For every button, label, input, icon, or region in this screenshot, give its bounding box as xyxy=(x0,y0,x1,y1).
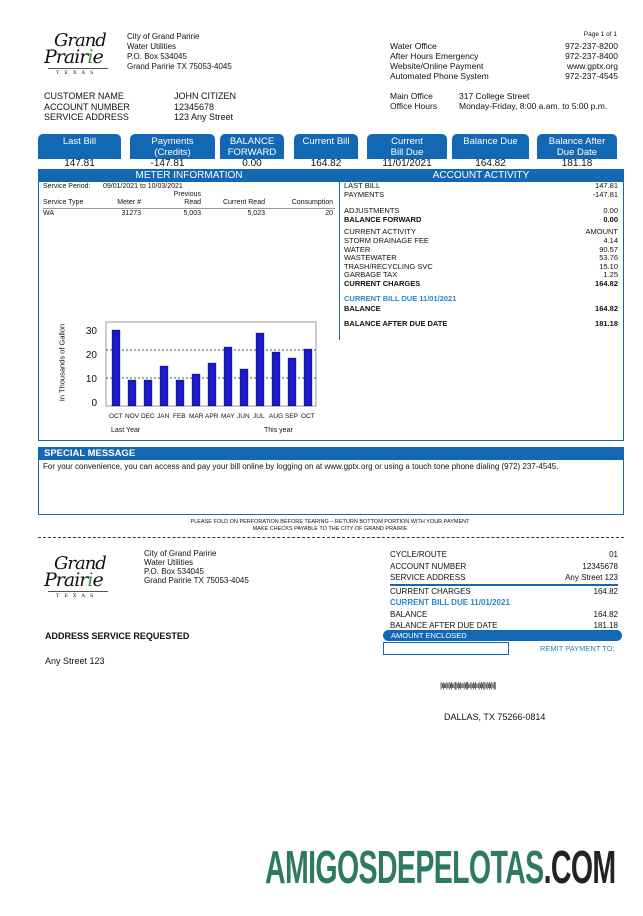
tab-current-bill-due: Current Bill Due xyxy=(367,134,447,159)
meter-title: METER INFORMATION xyxy=(135,170,243,181)
fold-instructions: PLEASE FOLD ON PERFORATION BEFORE TEARING – RETURN BOTTOM PORTION WITH YOUR PAYMENT MAKE CHECKS PAYABLE TO THE CITY OF GRAND PRAIRIE xyxy=(190,519,470,532)
remit-city: DALLAS, TX 75266-0814 xyxy=(444,712,546,722)
bar-chart xyxy=(104,320,319,412)
page-indicator: Page 1 of 1 xyxy=(583,31,617,38)
value-balance-forward: 0.00 xyxy=(242,158,262,169)
tab-balance-forward: BALANCE FORWARD xyxy=(220,134,284,159)
stub-utility-address: City of Grand Paririe Water Utilities P.O. Box 534045 Grand Paririe TX 75053-4045 xyxy=(144,549,249,585)
grand-prairie-logo: Grand Prairie TEXAS xyxy=(42,30,112,82)
special-message-panel: SPECIAL MESSAGE For your convenience, you can access and pay your bill online by logging on at www.gptx.org or using a touch tone phone dialing (972) 237-4545. xyxy=(38,447,624,515)
customer-address: Any Street 123 xyxy=(45,656,105,666)
office-info: Main Office 317 College Street Office Hours Monday-Friday, 8:00 a.am. to 5:00 p.m. xyxy=(390,91,608,111)
meter-activity-panel xyxy=(38,169,624,441)
remittance-summary: CYCLE/ROUTE 01 ACCOUNT NUMBER 12345678 SERVICE ADDRESS Any Street 123 CURRENT CHARGES 164.82 CURRENT BILL DUE 11/01/2021 BALANCE 164.82 BALANCE AFTER DUE DATE 181.18 xyxy=(390,550,618,630)
watermark: AMIGOSDEPELOTAS.COM xyxy=(265,841,616,893)
tab-payments: Payments (Credits) xyxy=(130,134,215,159)
meter-table: Service Period: 09/01/2021 to 10/03/2021 Service Type Meter # Previous Read Current Read Consumption WA 31273 5,003 5,023 20 xyxy=(43,183,333,217)
tab-last-bill: Last Bill xyxy=(38,134,121,159)
remit-payment-label: REMIT PAYMENT TO: xyxy=(540,644,615,653)
value-current-bill: 164.82 xyxy=(310,158,342,169)
activity-title: ACCOUNT ACTIVITY xyxy=(432,170,530,181)
value-current-bill-due: 11/01/2021 xyxy=(382,158,432,169)
tab-current-bill: Current Bill xyxy=(294,134,358,159)
customer-info: CUSTOMER NAME JOHN CITIZEN ACCOUNT NUMBER 12345678 SERVICE ADDRESS 123 Any Street xyxy=(44,91,236,122)
grand-prairie-logo-stub: Grand Prairie TEXAS xyxy=(42,553,112,605)
account-activity: LAST BILL 147.81 PAYMENTS -147.81 ADJUSTMENTS 0.00 BALANCE FORWARD 0.00 CURRENT ACTIVITY AMOUNT STORM DRAINAGE FEE 4.14 WATER 90.57 WASTEWATER 53.76 TRASH/RECYCLING SVC 15.10 GARBAGE TAX 1.25 CURRENT CHARGES 164.82 CURRENT BILL DUE 11/01/2021 BALANCE 164.82 BALANCE AFTER DUE DATE 181.18 xyxy=(344,181,618,328)
amount-enclosed-input[interactable] xyxy=(383,642,509,655)
value-payments: -147.81 xyxy=(150,158,185,169)
tab-balance-after: Balance After Due Date xyxy=(537,134,617,159)
utility-address: City of Grand Paririe Water Utilities P.O. Box 534045 Grand Paririe TX 75053-4045 xyxy=(127,32,232,71)
address-service-requested: ADDRESS SERVICE REQUESTED xyxy=(45,631,190,641)
value-balance-due: 164.82 xyxy=(475,158,506,169)
meter-row: WA 31273 5,003 5,023 20 xyxy=(43,210,333,217)
tab-balance-due: Balance Due xyxy=(452,134,529,159)
amount-enclosed-bar: AMOUNT ENCLOSED xyxy=(383,630,622,641)
perforation-line xyxy=(38,537,624,538)
usage-chart: In Thousands of Gallon 30 20 10 0 OCT NOV DEC JAN FEB MAR APR MAY JUN JUL AUG SEP OCT Last Year This year xyxy=(49,310,329,430)
website-link[interactable]: www.gptx.org xyxy=(566,61,618,71)
postal-barcode: |ı|ıı|ı|ı|ıı||ı|ı|ıı|ı||ıı|ı|ı|ıı|ı|ı||ı|ı|ı|ı|| xyxy=(440,681,496,690)
value-last-bill: 147.81 xyxy=(64,158,95,169)
contact-list: Water Office 972-237-8200 After Hours Emergency 972-237-8400 Website/Online Payment www.gptx.org Automated Phone System 972-237-4545 xyxy=(390,41,618,81)
value-balance-after: 181.18 xyxy=(561,158,593,169)
